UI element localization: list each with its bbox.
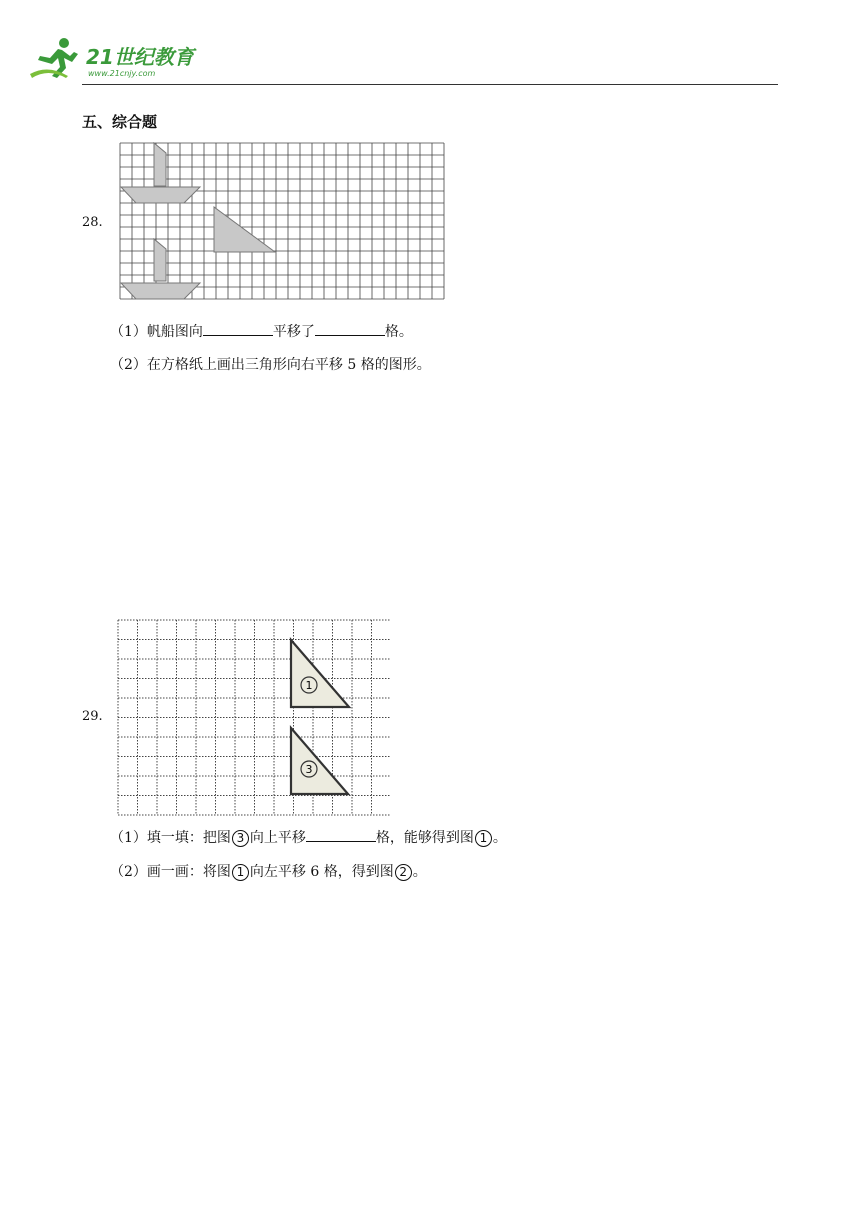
q29-sub1-suffix: 格，能够得到图: [375, 830, 474, 846]
q29-sub1-prefix: （1）填一填：把图: [110, 830, 231, 846]
label-3: 3: [305, 763, 313, 776]
question-number-29: 29.: [82, 709, 103, 724]
logo-text: 21世纪教育: [86, 45, 194, 69]
circled-number-2: 2: [395, 864, 412, 881]
q28-sub1: [110, 321, 413, 341]
triangle-1: [291, 640, 349, 707]
label-1: 1: [305, 679, 313, 692]
runner-icon: [30, 38, 78, 78]
q29-sub2-middle: 向左平移 6 格，得到图: [249, 864, 394, 880]
triangle-shape: [214, 207, 275, 252]
circled-number-1b: 1: [232, 864, 249, 881]
logo-url: www.21cnjy.com: [88, 69, 156, 78]
question-number-28: 28.: [82, 215, 103, 230]
q29-sub2: [110, 861, 427, 881]
dotted-grid: [118, 620, 390, 815]
q29-sub2-prefix: （2）画一画：将图: [110, 864, 231, 880]
header-divider: [82, 84, 778, 85]
q28-sub1-suffix: 格。: [384, 324, 413, 340]
circled-number-1: 1: [475, 830, 492, 847]
q28-sub1-prefix: （1）帆船图向: [110, 324, 203, 340]
q29-sub1: [110, 827, 507, 847]
q28-sub2: （2）在方格纸上画出三角形向右平移 5 格的图形。: [110, 357, 431, 373]
q28-blank-direction[interactable]: [203, 321, 273, 336]
q28-sub1-middle: 平移了: [272, 324, 315, 340]
sailboat-grid-figure: [118, 141, 451, 303]
q28-blank-count[interactable]: [315, 321, 385, 336]
triangle-translation-grid: [116, 618, 390, 819]
sailboat-bottom: [121, 239, 200, 299]
sailboat-top: [121, 143, 200, 203]
circled-number-3: 3: [232, 830, 249, 847]
section-title: 五、综合题: [82, 113, 158, 131]
square-grid: [120, 143, 444, 299]
q29-sub2-end: 。: [412, 864, 427, 880]
site-logo: [28, 34, 198, 80]
triangle-3: [291, 728, 348, 794]
q29-sub1-end: 。: [492, 830, 507, 846]
q29-sub1-middle: 向上平移: [249, 830, 306, 846]
q29-blank-count[interactable]: [306, 827, 376, 842]
